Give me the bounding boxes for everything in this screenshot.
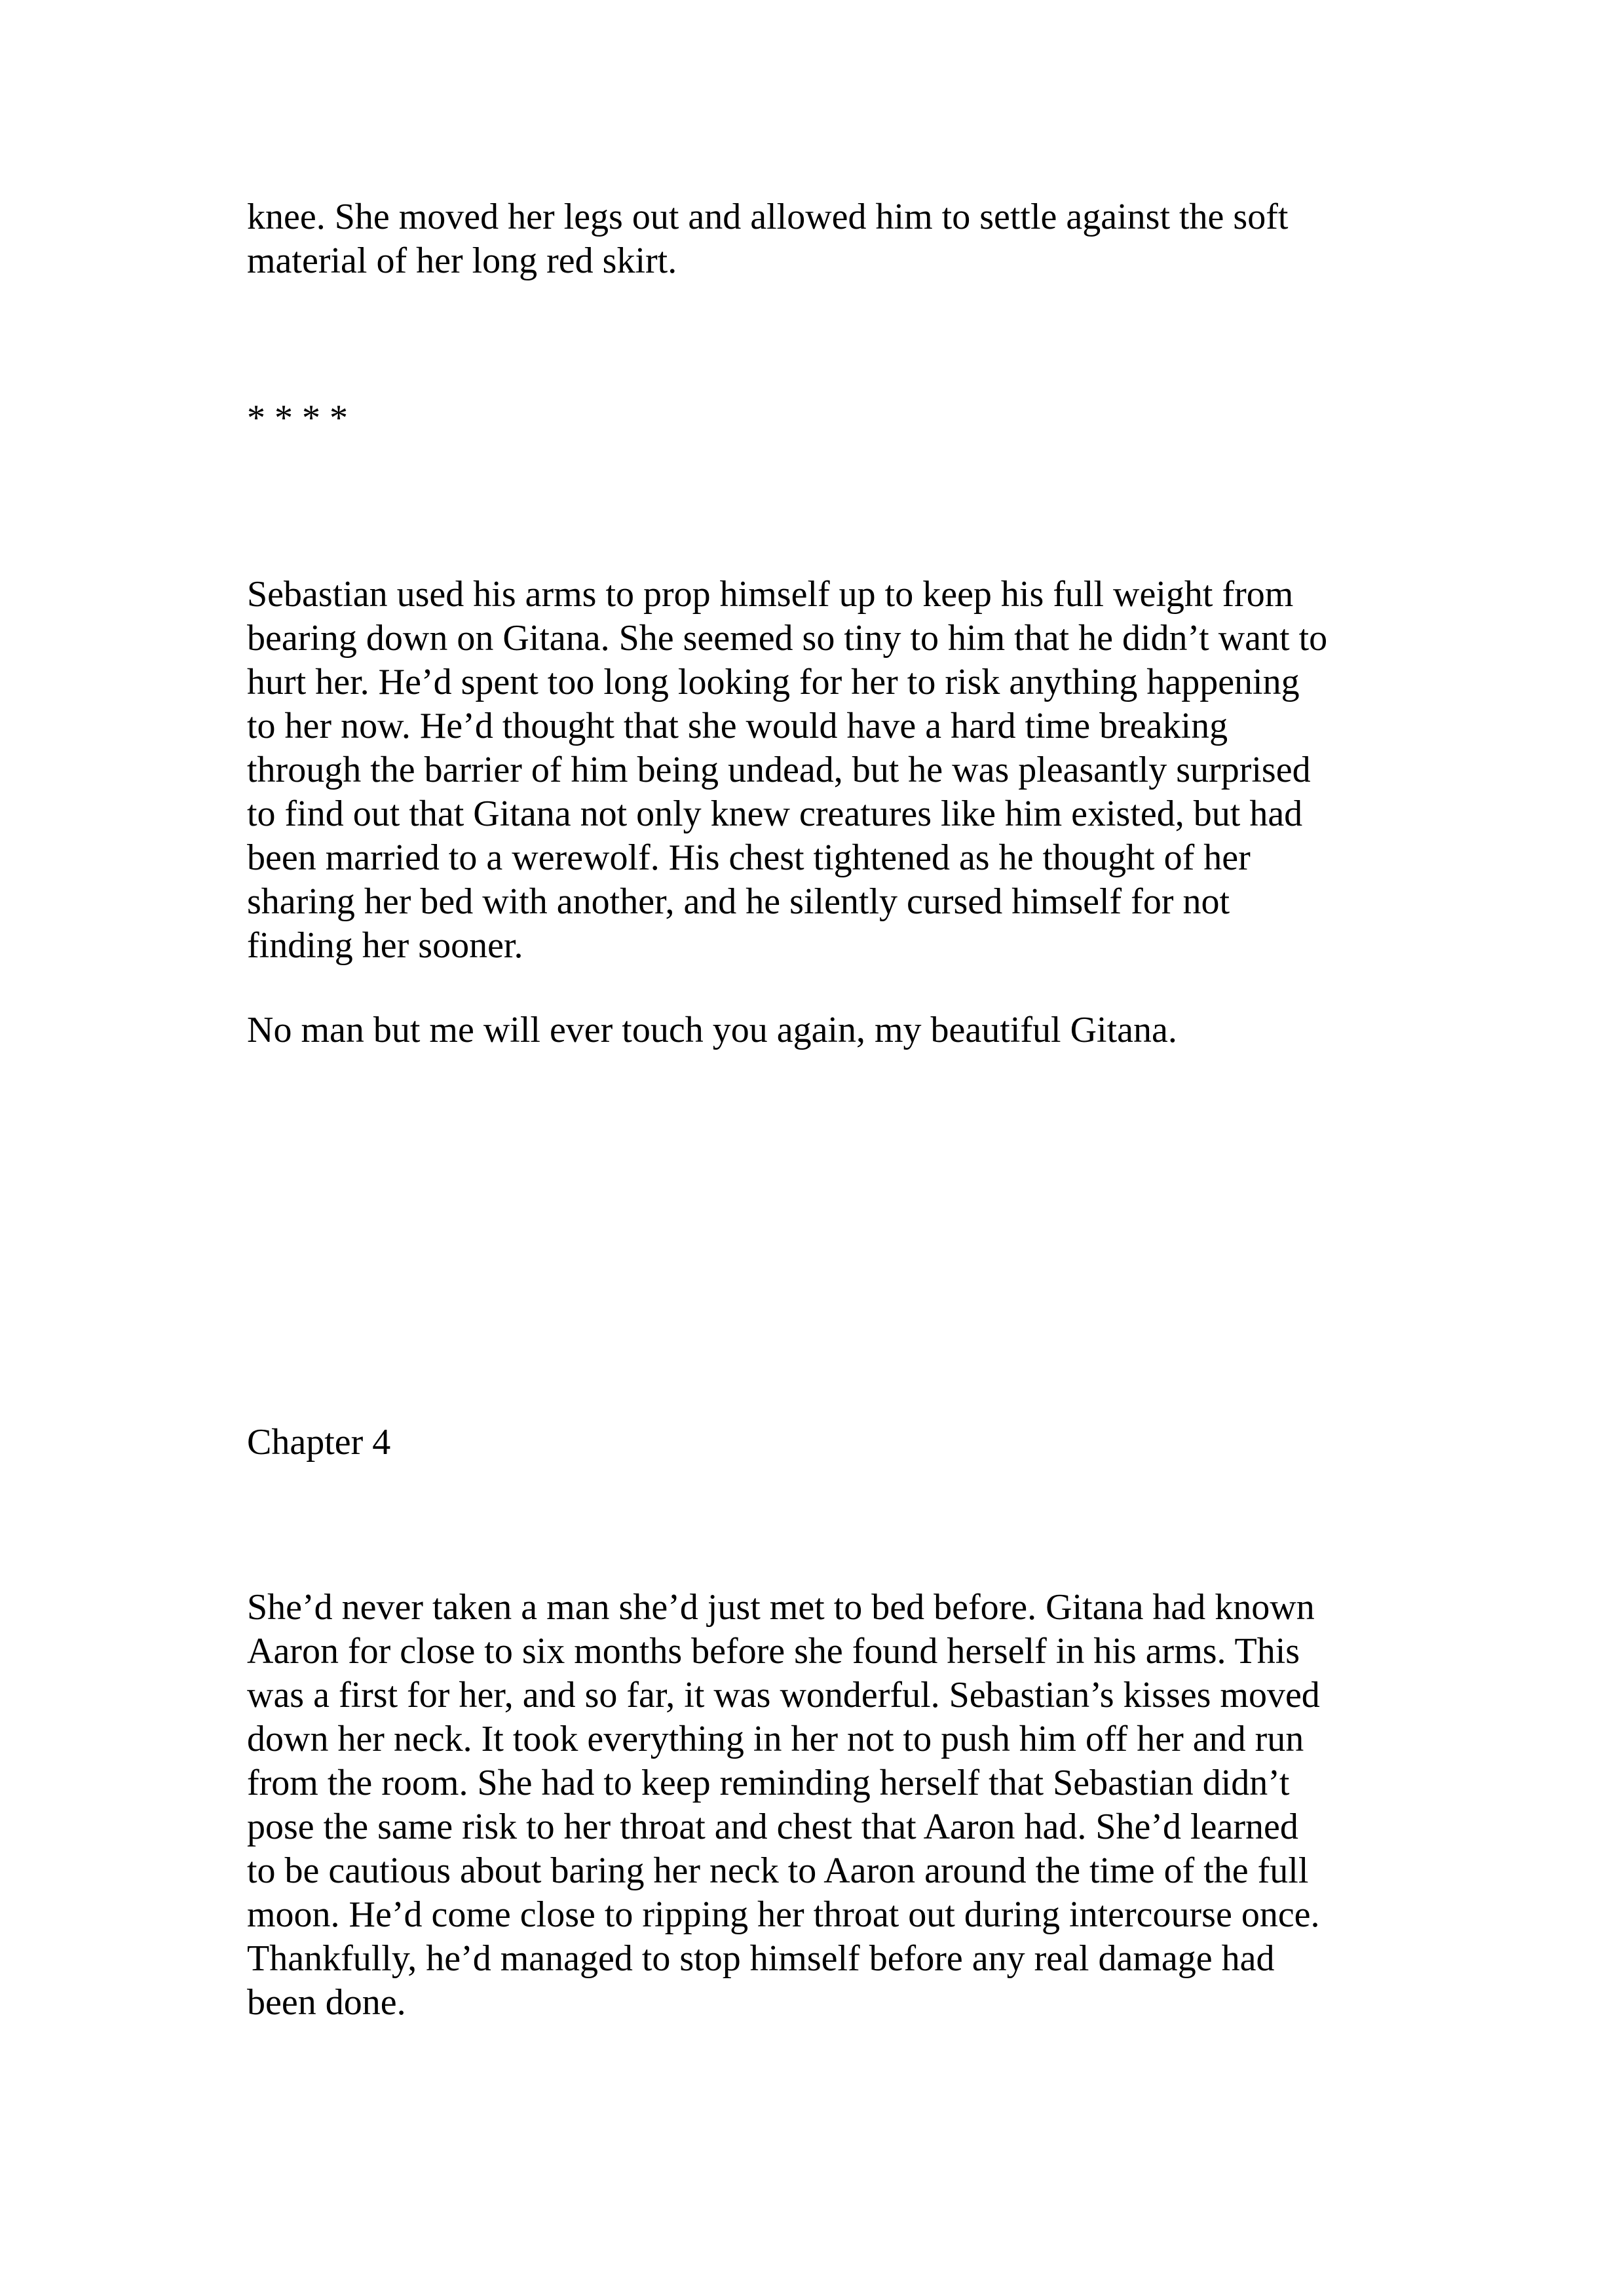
text-line: hurt her. He’d spent too long looking for her to risk anything happening: [247, 662, 1300, 702]
text-line: to find out that Gitana not only knew creatures like him existed, but had: [247, 794, 1303, 834]
paragraph-gitana: [247, 1586, 1426, 2025]
text-line: been married to a werewolf. His chest tightened as he thought of her: [247, 837, 1251, 878]
chapter-heading: [247, 1421, 1426, 1464]
text-line: down her neck. It took everything in her not to push him off her and run: [247, 1719, 1304, 1759]
text-line: to her now. He’d thought that she would have a hard time breaking: [247, 706, 1228, 746]
text-line: finding her sooner.: [247, 925, 523, 966]
text-line: to be cautious about baring her neck to Aaron around the time of the full: [247, 1850, 1309, 1891]
text-line: through the barrier of him being undead, but he was pleasantly surprised: [247, 750, 1311, 790]
text-line: knee. She moved her legs out and allowed him to settle against the soft: [247, 197, 1289, 237]
text-line: moon. He’d come close to ripping her throat out during intercourse once.: [247, 1894, 1320, 1935]
chapter-title: Chapter 4: [247, 1422, 391, 1463]
text-line: No man but me will ever touch you again, my beautiful Gitana.: [247, 1010, 1177, 1050]
text-line: She’d never taken a man she’d just met to bed before. Gitana had known: [247, 1587, 1315, 1628]
text-line: sharing her bed with another, and he silently cursed himself for not: [247, 881, 1230, 922]
paragraph-sebastian: [247, 573, 1426, 968]
scene-break-marks: * * * *: [247, 398, 348, 438]
paragraph-thought: [247, 1008, 1426, 1052]
text-line: pose the same risk to her throat and chest that Aaron had. She’d learned: [247, 1807, 1298, 1847]
paragraph-continued: [247, 195, 1426, 283]
text-line: material of her long red skirt.: [247, 240, 677, 281]
text-line: bearing down on Gitana. She seemed so tiny to him that he didn’t want to: [247, 618, 1328, 659]
text-line: was a first for her, and so far, it was wonderful. Sebastian’s kisses moved: [247, 1675, 1320, 1715]
text-line: Thankfully, he’d managed to stop himself before any real damage had: [247, 1938, 1275, 1979]
text-line: been done.: [247, 1982, 406, 2023]
text-line: Aaron for close to six months before she found herself in his arms. This: [247, 1631, 1300, 1672]
scene-break: [247, 396, 1426, 440]
text-line: Sebastian used his arms to prop himself up to keep his full weight from: [247, 574, 1294, 615]
text-line: from the room. She had to keep reminding herself that Sebastian didn’t: [247, 1763, 1290, 1803]
